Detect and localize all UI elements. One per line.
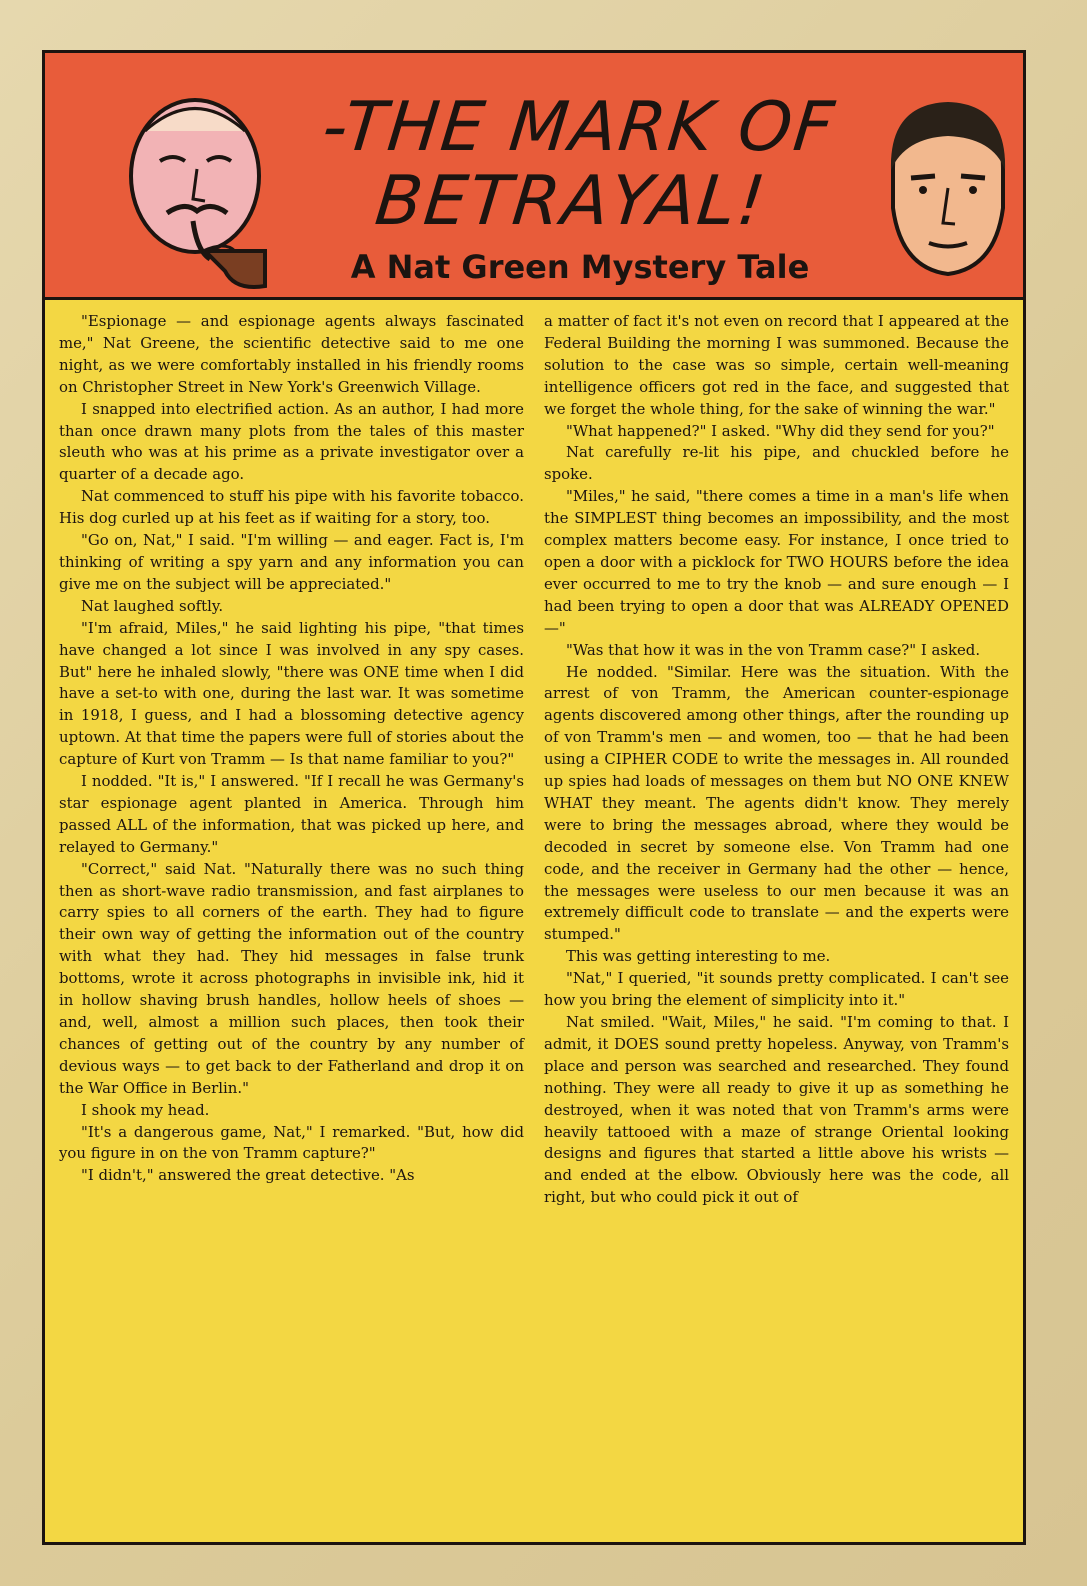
story-paragraph: Nat commenced to stuff his pipe with his favorite tobacco. His dog curled up at his feet as if waiting for a story, too. xyxy=(59,487,524,528)
story-paragraph: This was getting interesting to me. xyxy=(566,947,831,966)
story-paragraph: I shook my head. xyxy=(81,1100,210,1119)
story-paragraph: "Go on, Nat," I said. "I'm willing — and eager. Fact is, I'm thinking of writing a spy yarn and any information you can give me on the subject will be appreciated." xyxy=(59,531,524,593)
story-paragraph: I snapped into electrified action. As an author, I had more than once drawn many plots from the tales of this master sleuth who was at his prime as a private investigator over a quarter of a decade ago. xyxy=(59,399,524,484)
story-paragraph: Nat laughed softly. xyxy=(81,596,224,615)
story-paragraph: Nat smiled. "Wait, Miles," he said. "I'm coming to that. I admit, it DOES sound pretty hopeless. Anyway, von Tramm's place and person was searched and researched. They found nothing. They were all ready to give it up as something he destroyed, when it was noted that von Tramm's arms were heavily tattooed with a maze of strange Oriental looking designs and figures that started a little above his wrists — and ended at the elbow. Obviously here was the code, all right, but who could pick it out of xyxy=(544,1013,1009,1207)
story-paragraph: a matter of fact it's not even on record that I appeared at the Federal Building the morning I was summoned. Because the solution to the case was so simple, certain well-meaning intelligence officers got red in the face, and suggested that we forget the whole thing, for the sake of winning the war." xyxy=(544,312,1009,418)
story-paragraph: "It's a dangerous game, Nat," I remarked. "But, how did you figure in on the von Tramm capture?" xyxy=(59,1122,524,1163)
story-paragraph: He nodded. "Similar. Here was the situation. With the arrest of von Tramm, the American counter-espionage agents discovered among other things, after the rounding up of von Tramm's men — and women, too — that he had been using a CIPHER CODE to write the messages in. All rounded up spies had loads of messages on them but NO ONE KNEW WHAT they meant. The agents didn't know. They merely were to bring the messages abroad, where they would be decoded in secret by someone else. Von Tramm had one code, and the receiver in Germany had the other — hence, the messages were useless to our men because it was an extremely difficult code to translate — and the experts were stumped." xyxy=(544,662,1009,944)
story-paragraph: "I didn't," answered the great detective. "As xyxy=(81,1166,415,1185)
story-paragraph: "What happened?" I asked. "Why did they send for you?" xyxy=(566,421,995,440)
story-paragraph: "I'm afraid, Miles," he said lighting his pipe, "that times have changed a lot since I was involved in any spy cases. But" here he inhaled slowly, "there was ONE time when I did have a set-to with one, during the last war. It was sometime in 1918, I guess, and I had a blossoming detective agency uptown. At that time the papers were full of stories about the capture of Kurt von Tramm — Is that name familiar to you?" xyxy=(59,618,524,769)
title-line-2: BETRAYAL! xyxy=(371,162,771,241)
story-title xyxy=(267,88,883,241)
story-paragraph: "Miles," he said, "there comes a time in a man's life when the SIMPLEST thing becomes an impossibility, and the most complex matters become easy. For instance, I once tried to open a door with a picklock for TWO HOURS before the idea ever occurred to me to try the knob — and sure enough — I had been trying to open a door that was ALREADY OPENED —" xyxy=(544,487,1009,637)
story-paragraph: "Was that how it was in the von Tramm case?" I asked. xyxy=(566,640,981,659)
title-line-1: -THE MARK OF xyxy=(318,88,840,167)
title-banner xyxy=(45,53,1023,300)
story-frame xyxy=(42,50,1026,1545)
story-columns xyxy=(59,311,1009,1209)
story-paragraph: "Espionage — and espionage agents always fascinated me," Nat Greene, the scientific detective said to me one night, as we were comfortably installed in his friendly rooms on Christopher Street in New York's Greenwich Village. xyxy=(59,312,524,396)
left-column xyxy=(59,311,524,1209)
story-paragraph: "Correct," said Nat. "Naturally there was no such thing then as short-wave radio transmission, and fast airplanes to carry spies to all corners of the earth. They had to figure their own way of getting the information out of the country with what they had. They hid messages in false trunk bottoms, wrote it across photographs in invisible ink, hid it in hollow shaving brush handles, hollow heels of shoes —and, well, almost a million such places, then took their chances of getting out of the country by any number of devious ways — to get back to der Fatherland and drop it on the War Office in Berlin." xyxy=(59,859,524,1097)
dark-haired-man-icon xyxy=(883,98,1013,278)
story-paragraph: I nodded. "It is," I answered. "If I recall he was Germany's star espionage agent planted in America. Through him passed ALL of the information, that was picked up here, and relayed to Germany." xyxy=(59,772,524,856)
right-column xyxy=(544,311,1009,1209)
story-subtitle: A Nat Green Mystery Tale xyxy=(350,248,810,286)
man-with-pipe-icon xyxy=(115,91,285,291)
story-paragraph: Nat carefully re-lit his pipe, and chuckled before he spoke. xyxy=(544,443,1009,484)
story-paragraph: "Nat," I queried, "it sounds pretty complicated. I can't see how you bring the element of simplicity into it." xyxy=(544,969,1009,1010)
